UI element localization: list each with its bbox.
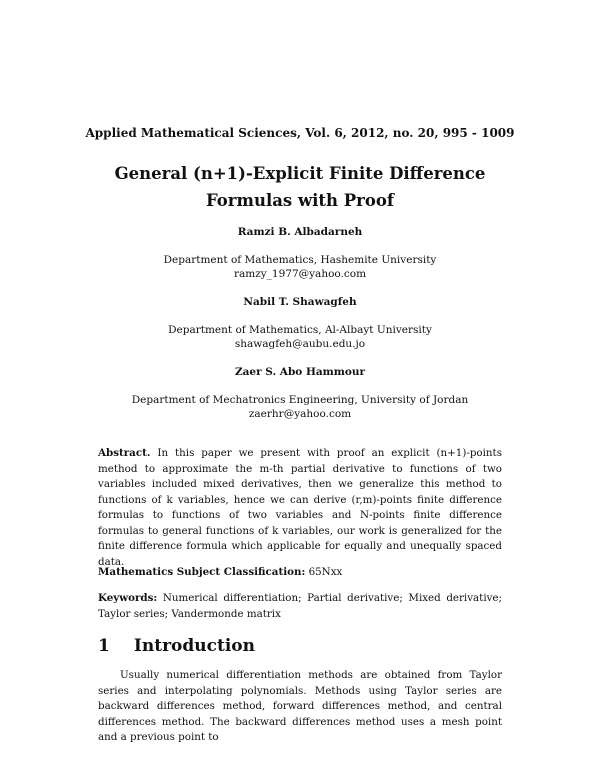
intro-paragraph: Usually numerical differentiation methods are obtained from Taylor series and interpolating polynomials. Methods using Taylor series are backward differences method, forward differences method, and central differences method. The backward differences method uses a mesh point and a previous point to	[98, 669, 502, 743]
title-line-1: General (n+1)-Explicit Finite Difference	[114, 164, 486, 183]
abstract-label: Abstract.	[98, 447, 151, 459]
author-affiliation-2	[0, 323, 600, 351]
paper-title	[60, 160, 540, 214]
journal-header: Applied Mathematical Sciences, Vol. 6, 2012, no. 20, 995 - 1009	[85, 126, 515, 140]
subject-classification	[98, 566, 502, 578]
author-affiliation-1	[0, 253, 600, 281]
abstract-text: In this paper we present with proof an explicit (n+1)-points method to approximate the m-th partial derivative to functions of two variables included mixed derivatives, then we generalize this method to functions of k variables, hence we can derive (r,m)-points finite difference formulas to functions of two variables and N-points finite difference formulas to general functions of k variables, our work is generalized for the finite difference formula which applicable for equally and unequally spaced data.	[98, 447, 502, 568]
author-email-2: shawagfeh@aubu.edu.jo	[234, 338, 366, 350]
affiliation-text-1: Department of Mathematics, Hashemite University	[163, 254, 437, 266]
msc-value: 65Nxx	[308, 566, 343, 578]
section-heading	[98, 636, 255, 656]
author-affiliation-3	[0, 393, 600, 421]
affiliation-text-3: Department of Mechatronics Engineering, University of Jordan	[131, 394, 469, 406]
affiliation-text-2: Department of Mathematics, Al-Albayt University	[168, 324, 432, 336]
introduction-body	[98, 668, 502, 746]
keywords-label: Keywords:	[98, 592, 158, 604]
keywords-text: Numerical differentiation; Partial derivative; Mixed derivative; Taylor series; Vandermonde matrix	[98, 592, 502, 620]
author-name-2: Nabil T. Shawagfeh	[243, 296, 357, 308]
abstract	[98, 446, 502, 570]
keywords	[98, 591, 502, 622]
author-name-3: Zaer S. Abo Hammour	[234, 366, 366, 378]
section-number: 1	[98, 636, 110, 656]
section-title: Introduction	[133, 636, 255, 656]
msc-label: Mathematics Subject Classification:	[98, 566, 306, 578]
title-line-2: Formulas with Proof	[205, 191, 394, 210]
author-email-1: ramzy_1977@yahoo.com	[233, 268, 367, 280]
author-name-1: Ramzi B. Albadarneh	[237, 226, 363, 238]
author-email-3: zaerhr@yahoo.com	[248, 408, 352, 420]
